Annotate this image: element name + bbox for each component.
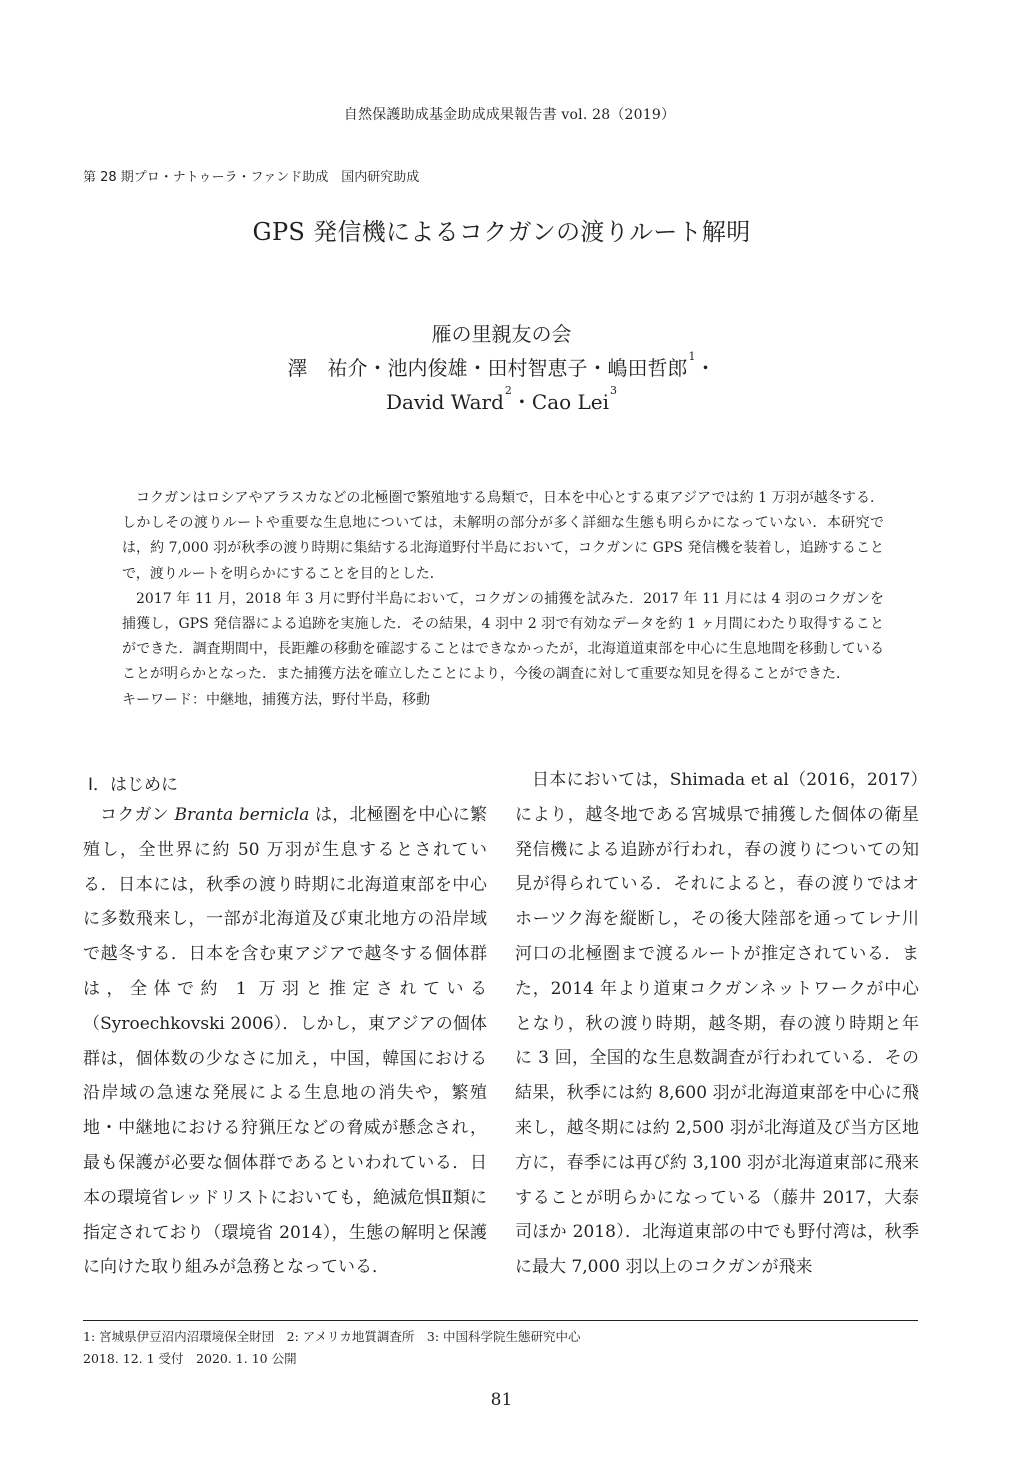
author-name: David Ward: [385, 390, 504, 414]
body-column-left: [83, 798, 487, 1285]
body-text: は，北極圏を中心に繁殖し，全世界に約 50 万羽が生息するとされている．日本には，秋季の渡り時期に北海道東部を中心に多数飛来し，一部が北海道及び東北地方の沿岸域で越冬する．日本を含む東アジアで越冬する個体群は，全体で約 1 万羽と推定されている（Syroechkovski 2006）．しかし，東アジアの個体群は，個体数の少なさに加え，中国，韓国における沿岸域の急速な発展による生息地の消失や，繁殖地・中継地における狩猟圧などの脅威が懸念され，最も保護が必要な個体群であるといわれている．日本の環境省レッドリストにおいても，絶滅危惧Ⅱ類に指定されており（環境省 2014），生態の解明と保護に向けた取り組みが急務となっている．: [83, 805, 488, 1278]
affiliation-mark: 2: [504, 384, 512, 397]
species-name: Branta bernicla: [174, 805, 310, 825]
keywords: キーワード：中継地，捕獲方法，野付半島，移動: [122, 691, 430, 708]
author-name: Cao Lei: [531, 390, 610, 414]
affiliation-mark: 1: [688, 350, 696, 363]
body-paragraph: 日本においては，Shimada et al（2016，2017）により，越冬地である宮城県で捕獲した個体の衛星発信機による追跡が行われ，春の渡りについての知見が得られている．それによると，春の渡りではオホーツク海を縦断し，その後大陸部を通ってレナ川河口の北極圏まで渡るルートが推定されている．また，2014 年より道東コクガンネットワークが中心となり，秋の渡り時期，越冬期，春の渡り時期と年に 3 回，全国的な生息数調査が行われている．その結果，秋季には約 8,600 羽が北海道東部を中心に飛来し，越冬期には約 2,500 羽が北海道及び当方区地方に，春季には再び約 3,100 羽が北海道東部に飛来することが明らかになっている（藤井 2017，大泰司ほか 2018）．北海道東部の中でも野付湾は，秋季に最大 7,000 羽以上のコクガンが飛来: [515, 770, 919, 1278]
footnote-dates: 2018. 12. 1 受付 2020. 1. 10 公開: [83, 1351, 297, 1366]
body-text: コクガン: [100, 805, 175, 825]
body-paragraph: [83, 798, 487, 1285]
footnote-divider: [83, 1320, 918, 1321]
affiliation-mark: 3: [610, 384, 618, 397]
section-heading: Ⅰ．はじめに: [88, 775, 179, 795]
authors-line-1: [0, 352, 1003, 381]
authors-line-2: [0, 386, 1003, 415]
body-column-right: [515, 763, 919, 1285]
author-separator: ・: [695, 356, 716, 380]
abstract-paragraph: コクガンはロシアやアラスカなどの北極圏で繁殖地する鳥類で，日本を中心とする東アジアでは約 1 万羽が越冬する．しかしその渡りルートや重要な生息地については，未解明の部分が多く詳細な生態も明らかになっていない．本研究では，約 7,000 羽が秋季の渡り時期に集結する北海道野付半島において，コクガンに GPS 発信機を装着し，追跡することで，渡りルートを明らかにすることを目的とした．: [122, 490, 884, 582]
abstract: [122, 486, 884, 713]
page-number: 81: [490, 1390, 513, 1410]
journal-header: 自然保護助成基金助成成果報告書 vol. 28（2019）: [343, 107, 676, 123]
abstract-paragraph: 2017 年 11 月，2018 年 3 月に野付半島において，コクガンの捕獲を試みた．2017 年 11 月には 4 羽のコクガンを捕獲し，GPS 発信器による追跡を実施した．その結果，4 羽中 2 羽で有効なデータを約 1 ヶ月間にわたり取得することができた．調査期間中，長距離の移動を確認することはできなかったが，北海道道東部を中心に生息地間を移動していることが明らかとなった．また捕獲方法を確立したことにより，今後の調査に対して重要な知見を得ることができた．: [122, 590, 884, 683]
footnote-affiliations: 1: 宮城県伊豆沼内沼環境保全財団 2: アメリカ地質調査所 3: 中国科学院生態研究中心: [83, 1329, 581, 1344]
author-separator: ・: [511, 390, 532, 414]
paper-title: GPS 発信機によるコクガンの渡りルート解明: [252, 218, 751, 246]
grant-line: 第 28 期プロ・ナトゥーラ・ファンド助成 国内研究助成: [83, 170, 420, 185]
author-names: 澤 祐介・池内俊雄・田村智恵子・嶋田哲郎: [287, 356, 688, 380]
organization: 雁の里親友の会: [431, 322, 572, 346]
